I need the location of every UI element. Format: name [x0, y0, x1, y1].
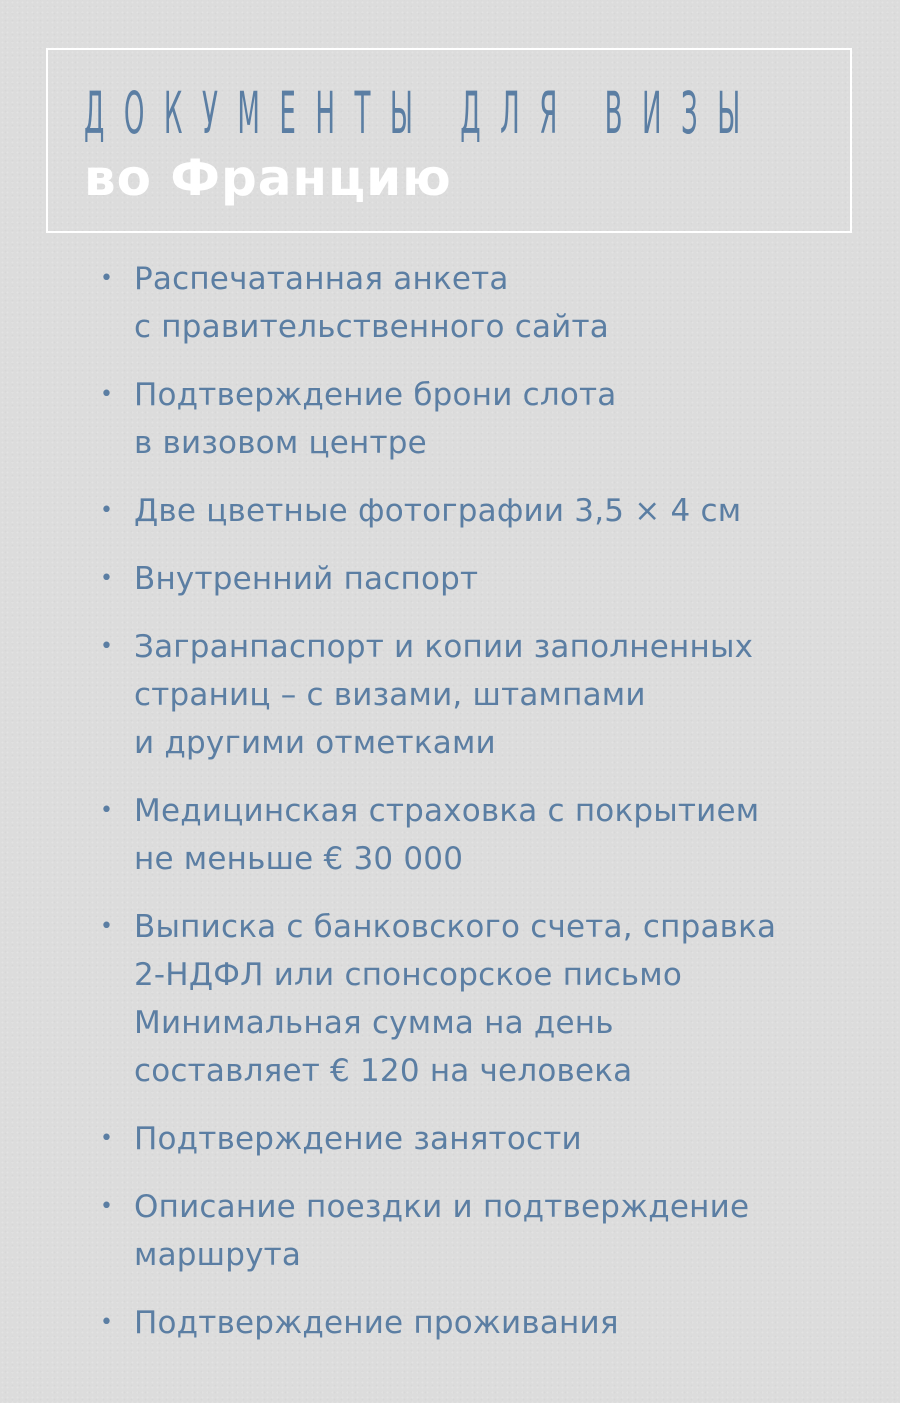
bullet-icon: •	[100, 266, 113, 291]
bullet-icon: •	[100, 634, 113, 659]
list-item-text: Распечатанная анкета с правительственного сайта	[134, 261, 609, 345]
list-item-text: Загранпаспорт и копии заполненных страниц – с визами, штампами и другими отметками	[134, 629, 754, 761]
bullet-icon: •	[100, 1194, 113, 1219]
list-item-text: Подтверждение проживания	[134, 1305, 619, 1341]
bullet-icon: •	[100, 798, 113, 823]
list-item-text: Описание поездки и подтверждение маршрута	[134, 1189, 750, 1273]
bullet-icon: •	[100, 498, 113, 523]
list-item-text: Две цветные фотографии 3,5 × 4 см	[134, 493, 742, 529]
bullet-icon: •	[100, 382, 113, 407]
title-heading-text: ДОКУМЕНТЫ ДЛЯ ВИЗЫ	[84, 79, 760, 147]
bullet-icon: •	[100, 1310, 113, 1335]
list-item-text: Подтверждение брони слота в визовом центре	[134, 377, 617, 461]
title-heading	[84, 79, 760, 147]
title-box	[46, 48, 852, 233]
title-subheading: во Францию	[84, 149, 452, 207]
list-item-text: Выписка с банковского счета, справка 2-НДФЛ или спонсорское письмо Минимальная сумма на день составляет € 120 на человека	[134, 909, 777, 1089]
bullet-icon: •	[100, 566, 113, 591]
list-item-text: Медицинская страховка с покрытием не меньше € 30 000	[134, 793, 760, 877]
list-item-text: Подтверждение занятости	[134, 1121, 582, 1157]
bullet-icon: •	[100, 1126, 113, 1151]
bullet-icon: •	[100, 914, 113, 939]
list-item-text: Внутренний паспорт	[134, 561, 479, 597]
